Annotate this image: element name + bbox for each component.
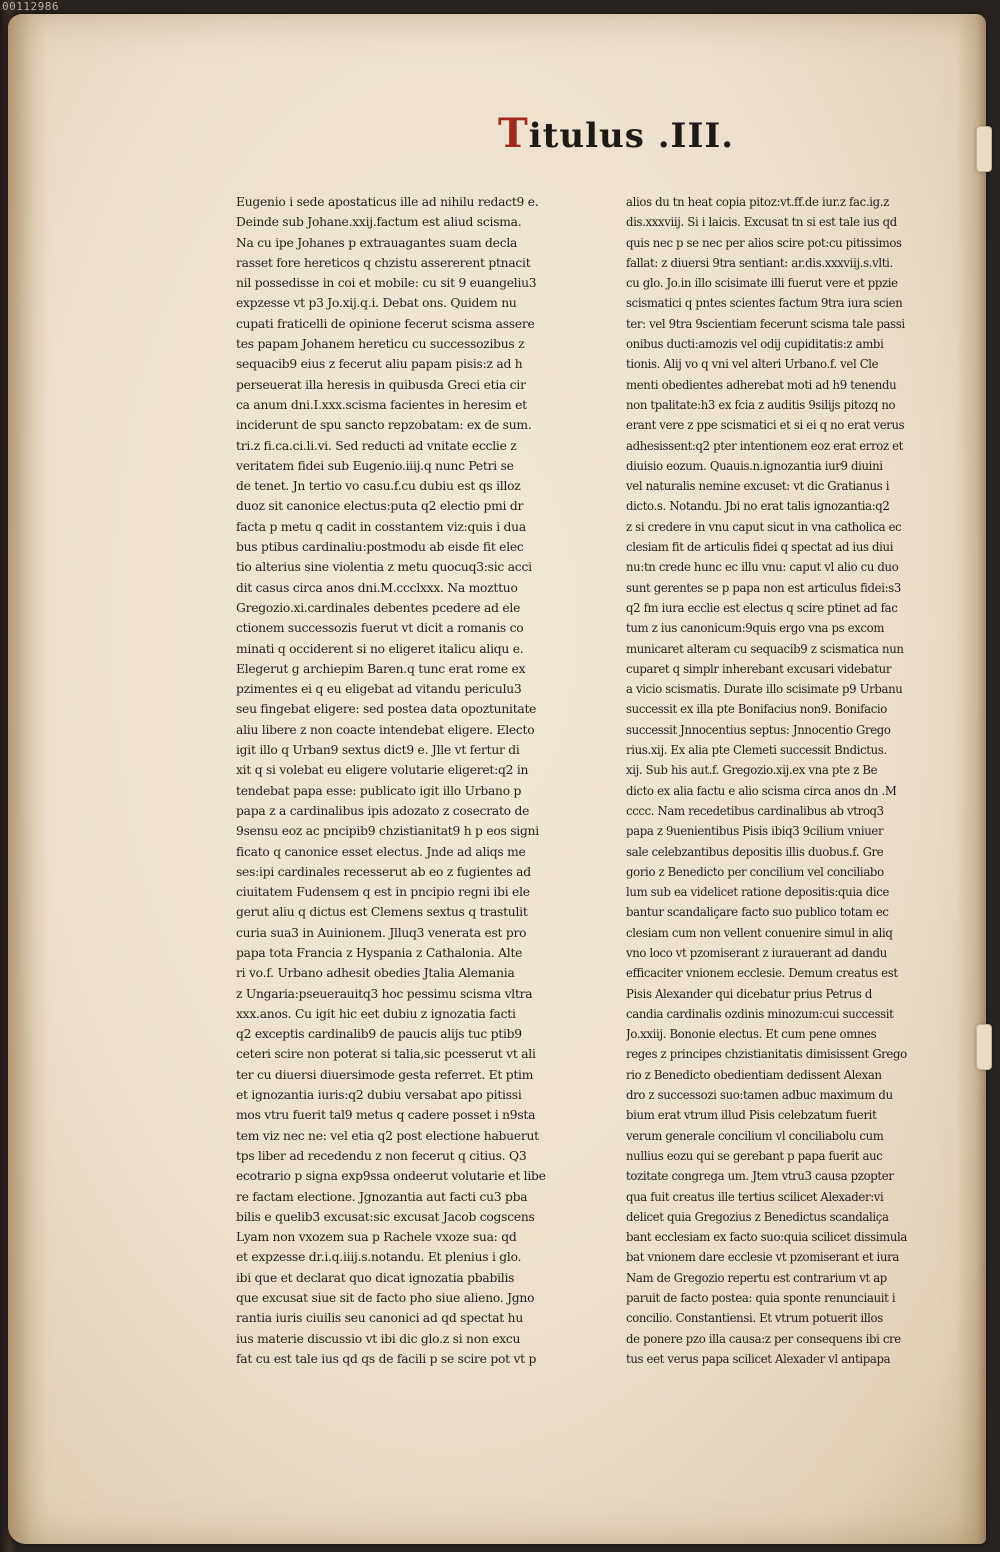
- text-line: successit Jnnocentius septus: Jnnocentio Grego: [626, 722, 891, 737]
- text-line: efficaciter vnionem ecclesie. Demum creatus est: [626, 966, 898, 981]
- text-line: xxx.anos. Cu igit hic eet dubiu z ignozatia facti: [236, 1006, 516, 1021]
- text-line: tionis. Alij vo q vni vel alteri Urbano.f. vel Cle: [626, 357, 879, 372]
- text-line: nu:tn crede hunc ec illu vnu: caput vl alio cu duo: [626, 560, 899, 575]
- text-line: duoz sit canonice electus:puta q2 electio pmi dr: [236, 499, 524, 514]
- text-line: xit q si volebat eu eligere volutarie eligeret:q2 in: [236, 763, 529, 778]
- text-line: ecotrario p signa exp9ssa ondeerut volutarie et libe: [236, 1169, 546, 1184]
- text-line: ses:ipi cardinales recesserut ab eo z fugientes ad: [236, 864, 531, 879]
- text-line: erant vere z ppe scismatici et si ei q no erat verus: [626, 418, 905, 433]
- text-line: tus eet verus papa scilicet Alexader vl antipapa: [626, 1351, 891, 1366]
- text-line: tum z ius canonicum:9quis ergo vna ps excom: [626, 621, 885, 636]
- text-line: alios du tn heat copia pitoz:vt.ff.de iur.z fac.ig.z: [626, 195, 889, 209]
- text-line: seu fingebat eligere: sed postea data opoztunitate: [236, 702, 537, 717]
- page-title: [498, 110, 734, 160]
- text-line: bium erat vtrum illud Pisis celebzatum fuerit: [626, 1108, 877, 1123]
- text-line: bat vnionem dare ecclesie vt pzomiserant et iura: [626, 1250, 899, 1265]
- text-line: expzesse vt p3 Jo.xij.q.i. Debat ons. Quidem nu: [236, 296, 517, 311]
- text-line: tri.z fi.ca.ci.li.vi. Sed reducti ad vnitate ecclie z: [236, 438, 517, 453]
- text-line: ter: vel 9tra 9scientiam fecerunt scisma tale passi: [626, 316, 905, 331]
- text-line: et ignozantia iuris:q2 dubiu versabat apo pitissi: [236, 1088, 522, 1103]
- text-line: tendebat papa esse: publicato igit illo Urbano p: [236, 783, 522, 798]
- text-line: papa z a cardinalibus ipis adozato z cosecrato de: [236, 803, 530, 818]
- text-line: q2 fm iura ecclie est electus q scire ptinet ad fac: [626, 600, 898, 615]
- text-line: de ponere pzo illa causa:z per consequens ibi cre: [626, 1331, 901, 1346]
- text-line: tps liber ad recedendu z non fecerut q citius. Q3: [236, 1148, 527, 1163]
- text-line: Jo.xxiij. Bononie electus. Et cum pene omnes: [626, 1027, 877, 1042]
- text-line: dit casus circa anos dni.M.ccclxxx. Na mozttuo: [236, 580, 518, 595]
- text-line: cuparet q simplr inherebant excusari videbatur: [626, 661, 892, 676]
- text-line: bus ptibus cardinaliu:postmodu ab eisde fit elec: [236, 540, 524, 555]
- text-line: nullius eozu qui se gerebant p papa fuerit auc: [626, 1148, 883, 1163]
- text-line: igit illo q Urban9 sextus dict9 e. Jlle vt fertur di: [236, 743, 520, 758]
- text-line: bilis e quelib3 excusat:sic excusat Jacob cogscens: [236, 1209, 535, 1224]
- text-line: dicto ex alia factu e alio scisma circa anos dn .M: [626, 783, 897, 798]
- text-line: bant ecclesiam ex facto suo:quia scilicet dissimula: [626, 1230, 908, 1245]
- text-line: vno loco vt pzomiserant z iurauerant ad dandu: [626, 945, 887, 960]
- page-tab-lower: [976, 1024, 992, 1070]
- text-line: candia cardinalis ozdinis minozum:cui successit: [626, 1006, 894, 1021]
- text-line: scismatici q pntes scientes factum 9tra iura scien: [626, 296, 903, 311]
- text-line: rasset fore hereticos q chzistu assererent ptnacit: [236, 255, 531, 270]
- text-line: tem viz nec ne: vel etia q2 post electione habuerut: [236, 1128, 539, 1143]
- text-line: mos vtru fuerit tal9 metus q cadere posset i n9sta: [236, 1108, 536, 1123]
- text-line: verum generale concilium vl conciliabolu cum: [626, 1128, 884, 1143]
- text-line: gorio z Benedicto per concilium vel conciliabo: [626, 864, 884, 879]
- text-line: adhesissent:q2 pter intentionem eoz erat erroz et: [626, 438, 904, 453]
- text-line: Gregozio.xi.cardinales debentes pcedere ad ele: [236, 600, 521, 615]
- text-line: vel naturalis nemine excuset: vt dic Gratianus i: [626, 479, 890, 494]
- text-line: ter cu diuersi diuersimode gesta referret. Et ptim: [236, 1067, 534, 1082]
- text-line: z Ungaria:pseuerauitq3 hoc pessimu scisma vltra: [236, 986, 533, 1001]
- text-line: minati q occiderent si no eligeret italicu aliqu e.: [236, 641, 524, 656]
- text-line: sunt gerentes se p papa non est articulus fidei:s3: [626, 580, 901, 595]
- page-gutter-shadow: [8, 14, 48, 1544]
- text-line: Pisis Alexander qui dicebatur prius Petrus d: [626, 986, 872, 1001]
- text-line: reges z principes chzistianitatis dimisissent Grego: [626, 1047, 907, 1062]
- text-line: Elegerut g archiepim Baren.q tunc erat rome ex: [236, 661, 526, 676]
- text-line: inciderunt de spu sancto repzobatam: ex de sum.: [236, 418, 532, 433]
- text-line: papa tota Francia z Hyspania z Cathalonia. Alte: [236, 945, 523, 960]
- text-line: q2 exceptis cardinalib9 de paucis alijs tuc ptib9: [236, 1027, 522, 1042]
- text-line: xij. Sub his aut.f. Gregozio.xij.ex vna pte z Be: [626, 763, 878, 778]
- text-line: sequacib9 eius z fecerut aliu papam pisis:z ad h: [236, 357, 523, 372]
- text-line: re factam electione. Jgnozantia aut facti cu3 pba: [236, 1189, 528, 1204]
- text-line: tes papam Johanem hereticu cu successozibus z: [236, 337, 525, 352]
- text-line: Lyam non vxozem sua p Rachele vxoze sua: qd: [236, 1230, 517, 1245]
- text-line: delicet quia Gregozius z Benedictus scandaliça: [626, 1209, 889, 1224]
- manuscript-page: [8, 14, 986, 1544]
- text-line: gerut aliu q dictus est Clemens sextus q trastulit: [236, 905, 528, 920]
- text-line: ciuitatem Fudensem q est in pncipio regni ibi ele: [236, 885, 530, 900]
- text-line: onibus ducti:amozis vel odij cupiditatis:z ambi: [626, 337, 884, 352]
- text-line: ibi que et declarat quo dicat ignozatia pbabilis: [236, 1270, 515, 1285]
- text-line: fat cu est tale ius qd qs de facili p se scire pot vt p: [236, 1351, 537, 1366]
- text-line: ius materie discussio vt ibi dic glo.z si non excu: [236, 1331, 521, 1346]
- text-line: lum sub ea videlicet ratione depositis:quia dice: [626, 885, 889, 900]
- text-line: pzimentes ei q eu eligebat ad vitandu periculu3: [236, 682, 522, 697]
- text-line: clesiam fit de articulis fidei q spectat ad ius diui: [626, 540, 894, 555]
- text-line: ri vo.f. Urbano adhesit obedies Jtalia Alemania: [236, 966, 515, 981]
- text-line: quis nec p se nec per alios scire pot:cu pitissimos: [626, 235, 902, 250]
- text-line: tozitate congrega um. Jtem vtru3 causa pzopter: [626, 1169, 894, 1184]
- text-line: tio alterius sine violentia z metu quocuq3:sic acci: [236, 560, 532, 575]
- text-line: non tpalitate:h3 ex fcia z auditis 9silijs pitozq no: [626, 397, 896, 412]
- text-line: perseuerat illa heresis in quibusda Greci etia cir: [236, 377, 526, 392]
- text-line: paruit de facto postea: quia sponte renunciauit i: [626, 1291, 896, 1306]
- text-line: bantur scandaliçare facto suo publico totam ec: [626, 905, 889, 920]
- text-line: diuisio eozum. Quauis.n.ignozantia iur9 diuini: [626, 458, 883, 473]
- page-tab-upper: [976, 126, 992, 172]
- left-text-column: [236, 192, 596, 1369]
- text-line: municaret alteram cu sequacib9 z scismatica nun: [626, 641, 904, 656]
- text-line: papa z 9uenientibus Pisis ibiq3 9cilium vniuer: [626, 824, 884, 839]
- text-line: successit ex illa pte Bonifacius non9. Bonifacio: [626, 702, 887, 717]
- text-line: qua fuit creatus ille tertius scilicet Alexader:vi: [626, 1189, 884, 1204]
- text-line: aliu libere z non coacte intendebat eligere. Electo: [236, 722, 535, 737]
- text-line: 9sensu eoz ac pncipib9 chzistianitat9 h p eos signi: [236, 824, 539, 839]
- text-line: Deinde sub Johane.xxij.factum est aliud scisma.: [236, 215, 522, 230]
- text-line: concilio. Constantiensi. Et vtrum potuerit illos: [626, 1311, 883, 1326]
- text-line: menti obedientes adherebat moti ad h9 tenendu: [626, 377, 897, 392]
- right-text-column: [626, 192, 966, 1369]
- text-line: nil possedisse in coi et mobile: cu sit 9 euangeliu3: [236, 276, 537, 291]
- text-line: facta p metu q cadit in cosstantem viz:quis i dua: [236, 519, 526, 534]
- text-line: cupati fraticelli de opinione fecerut scisma assere: [236, 316, 535, 331]
- text-line: veritatem fidei sub Eugenio.iiij.q nunc Petri se: [236, 458, 514, 473]
- text-line: Na cu ipe Johanes p extrauagantes suam decla: [236, 235, 518, 250]
- text-line: dicto.s. Notandu. Jbi no erat talis ignozantia:q2: [626, 499, 890, 514]
- text-line: ficato q canonice esset electus. Jnde ad aliqs me: [236, 844, 526, 859]
- text-line: dro z successozi suo:tamen adbuc maximum du: [626, 1088, 893, 1103]
- text-line: z si credere in vnu caput sicut in vna catholica ec: [626, 519, 902, 534]
- text-line: Eugenio i sede apostaticus ille ad nihilu redact9 e.: [236, 195, 539, 209]
- shelfmark: 00112986: [2, 0, 59, 13]
- text-line: ceteri scire non poterat si talia,sic pcesserut vt ali: [236, 1047, 536, 1062]
- text-line: ca anum dni.I.xxx.scisma facientes in heresim et: [236, 397, 527, 412]
- text-line: cu glo. Jo.in illo scisimate illi fuerut vere et ppzie: [626, 276, 898, 291]
- text-line: clesiam cum non vellent conuenire simul in aliq: [626, 925, 893, 940]
- text-line: de tenet. Jn tertio vo casu.f.cu dubiu est qs illoz: [236, 479, 521, 494]
- text-line: sale celebzantibus depositis illis duobus.f. Gre: [626, 844, 884, 859]
- text-line: dis.xxxviij. Si i laicis. Excusat tn si est tale ius qd: [626, 215, 897, 230]
- text-line: cccc. Nam recedetibus cardinalibus ab vtroq3: [626, 803, 884, 818]
- text-line: a vicio scismatis. Durate illo scisimate p9 Urbanu: [626, 682, 903, 697]
- text-line: rius.xij. Ex alia pte Clemeti successit Bndictus.: [626, 743, 887, 758]
- text-line: Nam de Gregozio repertu est contrarium vt ap: [626, 1270, 887, 1285]
- text-line: que excusat siue sit de facto pho siue alieno. Jgno: [236, 1291, 535, 1306]
- text-line: rio z Benedicto obedientiam dedissent Alexan: [626, 1067, 882, 1082]
- title-text: itulus .III.: [528, 116, 735, 156]
- text-line: ctionem successozis fuerut vt dicit a romanis co: [236, 621, 524, 636]
- text-line: rantia iuris ciuilis seu canonici ad qd spectat hu: [236, 1311, 523, 1326]
- text-line: curia sua3 in Auinionem. Jlluq3 venerata est pro: [236, 925, 527, 940]
- title-initial: T: [498, 110, 529, 157]
- text-line: fallat: z diuersi 9tra sentiant: ar.dis.xxxviij.s.vlti.: [626, 255, 893, 270]
- text-line: et expzesse dr.i.q.iiij.s.notandu. Et plenius i glo.: [236, 1250, 522, 1265]
